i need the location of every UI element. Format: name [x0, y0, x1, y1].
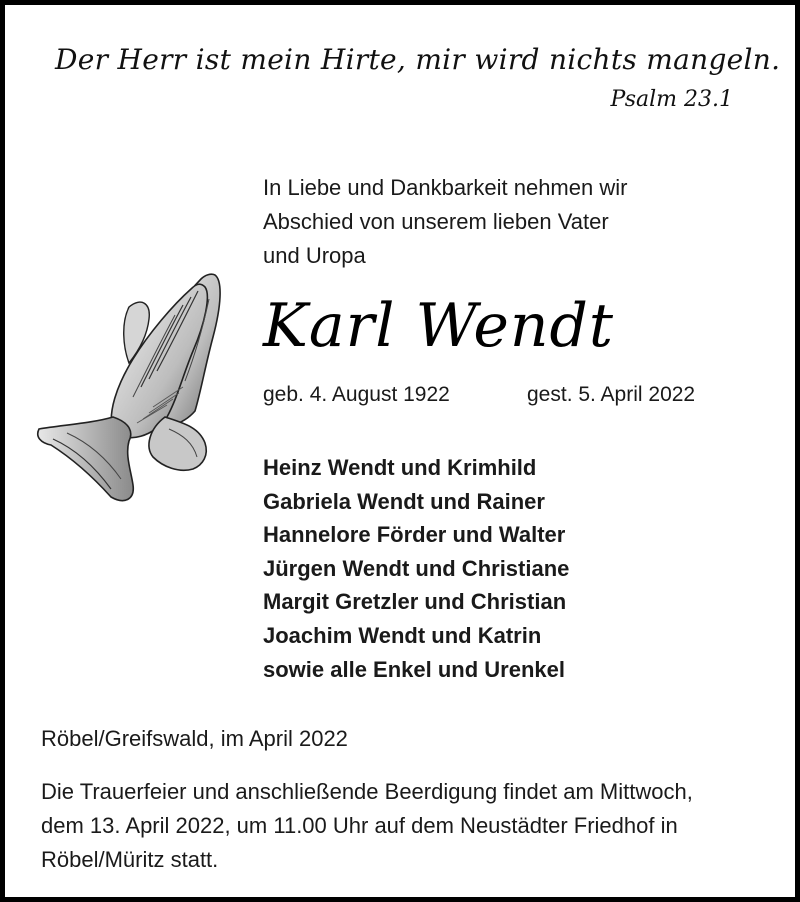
mourner-line: Jürgen Wendt und Christiane	[263, 555, 570, 581]
mourner-line: Joachim Wendt und Katrin	[263, 622, 542, 648]
place-and-date: Röbel/Greifswald, im April 2022	[41, 726, 348, 751]
birth-date: geb. 4. August 1922	[263, 383, 450, 406]
funeral-line: Die Trauerfeier und anschließende Beerdigung findet am Mittwoch,	[41, 779, 693, 804]
death-date: gest. 5. April 2022	[527, 383, 696, 406]
mourner-line: Hannelore Förder und Walter	[263, 522, 566, 548]
intro-line: und Uropa	[263, 243, 366, 268]
mourner-line: sowie alle Enkel und Urenkel	[263, 656, 565, 682]
deceased-name: Karl Wendt	[263, 291, 614, 361]
mourner-line: Gabriela Wendt und Rainer	[263, 488, 545, 514]
funeral-details	[41, 775, 781, 877]
funeral-line: dem 13. April 2022, um 11.00 Uhr auf dem Neustädter Friedhof in	[41, 813, 678, 838]
intro-line: Abschied von unserem lieben Vater	[263, 209, 609, 234]
funeral-line: Röbel/Müritz statt.	[41, 847, 219, 872]
mourners-list	[263, 451, 763, 686]
bible-verse: Der Herr ist mein Hirte, mir wird nichts mangeln.	[55, 43, 781, 76]
intro-text	[263, 171, 743, 273]
intro-line: In Liebe und Dankbarkeit nehmen wir	[263, 175, 628, 200]
mourner-line: Heinz Wendt und Krimhild	[263, 455, 537, 480]
praying-hands-icon	[33, 267, 229, 511]
mourner-line: Margit Gretzler und Christian	[263, 589, 567, 615]
bible-verse-source: Psalm 23.1	[610, 87, 733, 112]
